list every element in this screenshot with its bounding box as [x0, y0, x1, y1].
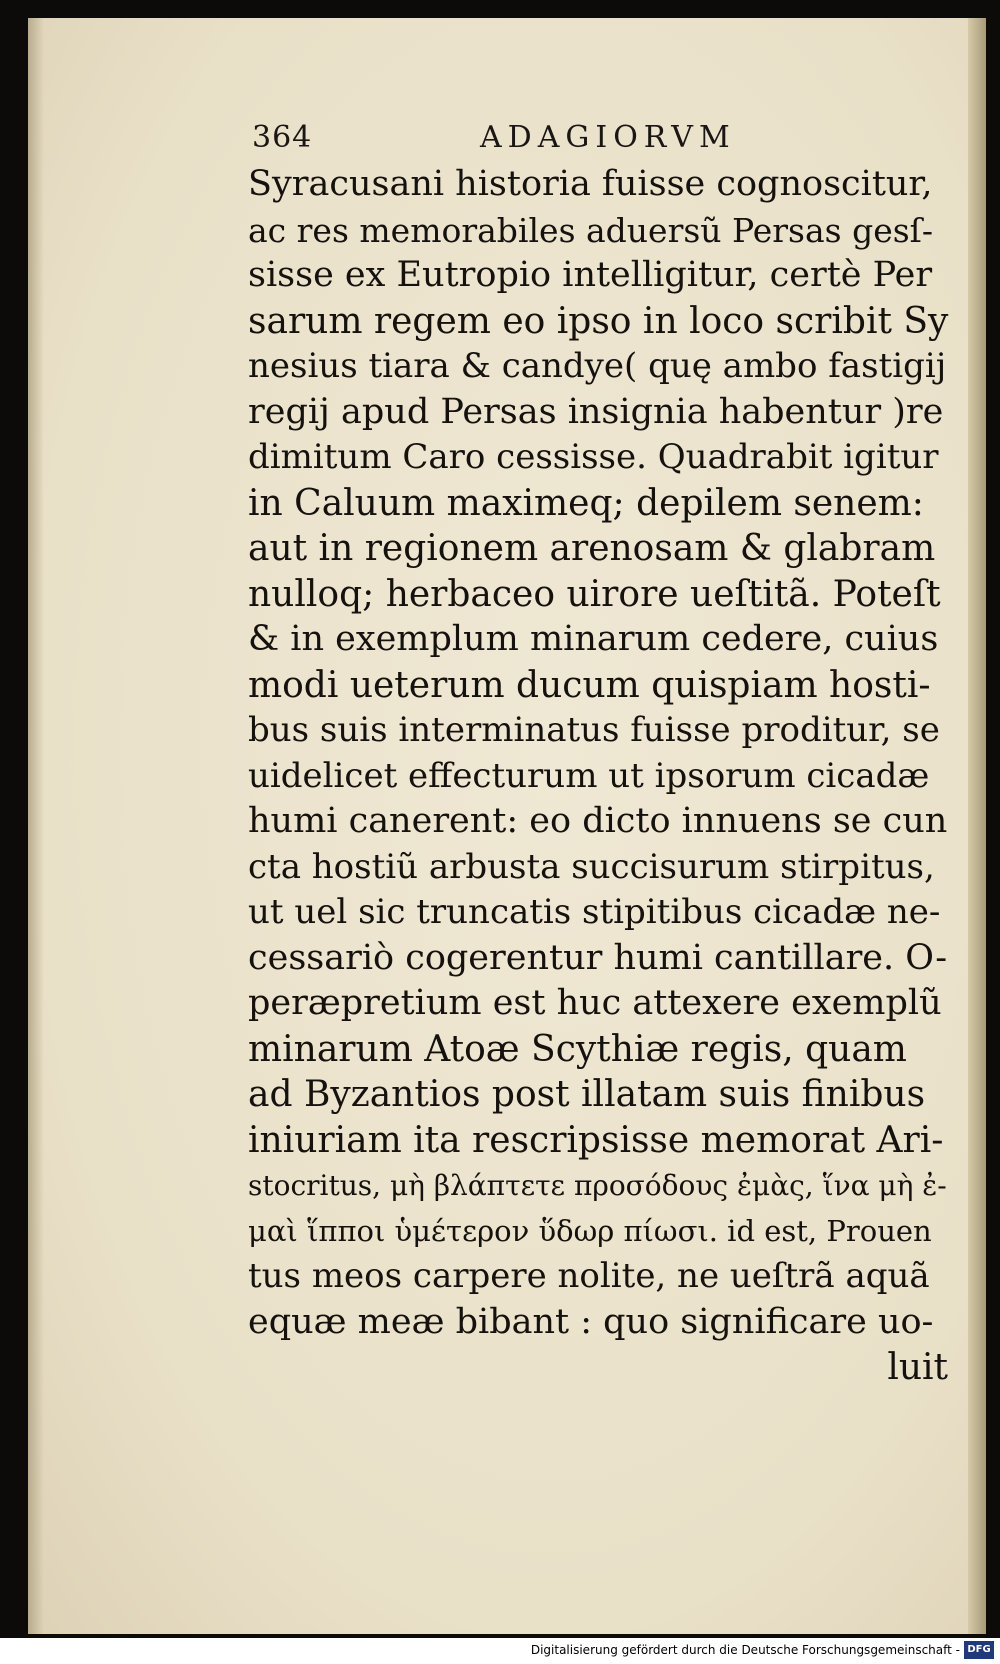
digitization-footer: [0, 1638, 1000, 1664]
text-line: & in exemplum minarum cedere, cuius: [248, 619, 939, 659]
text-line: μαὶ ἵπποι ὑμέτερον ὕδωρ πίωσι. id est, Prouen: [248, 1213, 932, 1248]
text-line: regij apud Persas insignia habentur )re: [248, 391, 944, 432]
dfg-logo: DFG: [964, 1641, 994, 1659]
text-line: stocritus, μὴ βλάπτετε προσόδους ἐμὰς, ἵνα μὴ ἐ-: [248, 1169, 947, 1202]
text-line: peræpretium est huc attexere exemplũ: [248, 983, 942, 1023]
text-line: ut uel sic truncatis stipitibus cicadæ ne-: [248, 892, 941, 932]
page-edge: [968, 18, 986, 1634]
text-line: uidelicet effecturum ut ipsorum cicadæ: [248, 755, 930, 796]
text-line: minarum Atoæ Scythiæ regis, quam: [248, 1028, 907, 1070]
body-text: [248, 162, 948, 1391]
text-line: nulloq; herbaceo uirore ueſtitã. Poteſt: [248, 573, 941, 615]
text-line: ac res memorabiles aduersũ Persas gesſ-: [248, 210, 934, 250]
text-line: cessariò cogerentur humi cantillare. O-: [248, 937, 948, 978]
text-line: bus suis interminatus fuisse proditur, se: [248, 710, 940, 750]
page-number: 364: [252, 120, 313, 155]
gutter-shadow: [28, 18, 44, 1634]
text-line: sisse ex Eutropio intelligitur, certè Per: [248, 255, 933, 295]
text-line: nesius tiara & candye( quę ambo fastigij: [248, 346, 947, 386]
text-line: iniuriam ita rescripsisse memorat Ari-: [248, 1119, 944, 1161]
text-line: aut in regionem arenosam & glabram: [248, 528, 936, 569]
footer-credit: Digitalisierung gefördert durch die Deutsche Forschungsgemeinschaft -: [530, 1643, 960, 1657]
text-line: modi ueterum ducum quispiam hosti-: [248, 664, 931, 706]
text-line: ad Byzantios post illatam suis finibus: [248, 1074, 926, 1115]
text-line: Syracusani historia fuisse cognoscitur,: [248, 164, 933, 204]
page-header: [252, 120, 952, 160]
text-line: tus meos carpere nolite, ne ueſtrã aquã: [248, 1256, 930, 1296]
text-line: cta hostiũ arbusta succisurum stirpitus,: [248, 846, 935, 887]
text-line: sarum regem eo ipso in loco scribit Sy: [248, 300, 949, 342]
text-line: luit: [887, 1347, 948, 1388]
text-line: in Caluum maximeq; depilem senem:: [248, 482, 924, 524]
text-line: humi canerent: eo dicto innuens se cun: [248, 801, 948, 841]
running-head: ADAGIORVM: [480, 120, 736, 155]
text-line: dimitum Caro cessisse. Quadrabit igitur: [248, 437, 939, 477]
text-line: equæ meæ bibant : quo significare uo-: [248, 1301, 934, 1342]
